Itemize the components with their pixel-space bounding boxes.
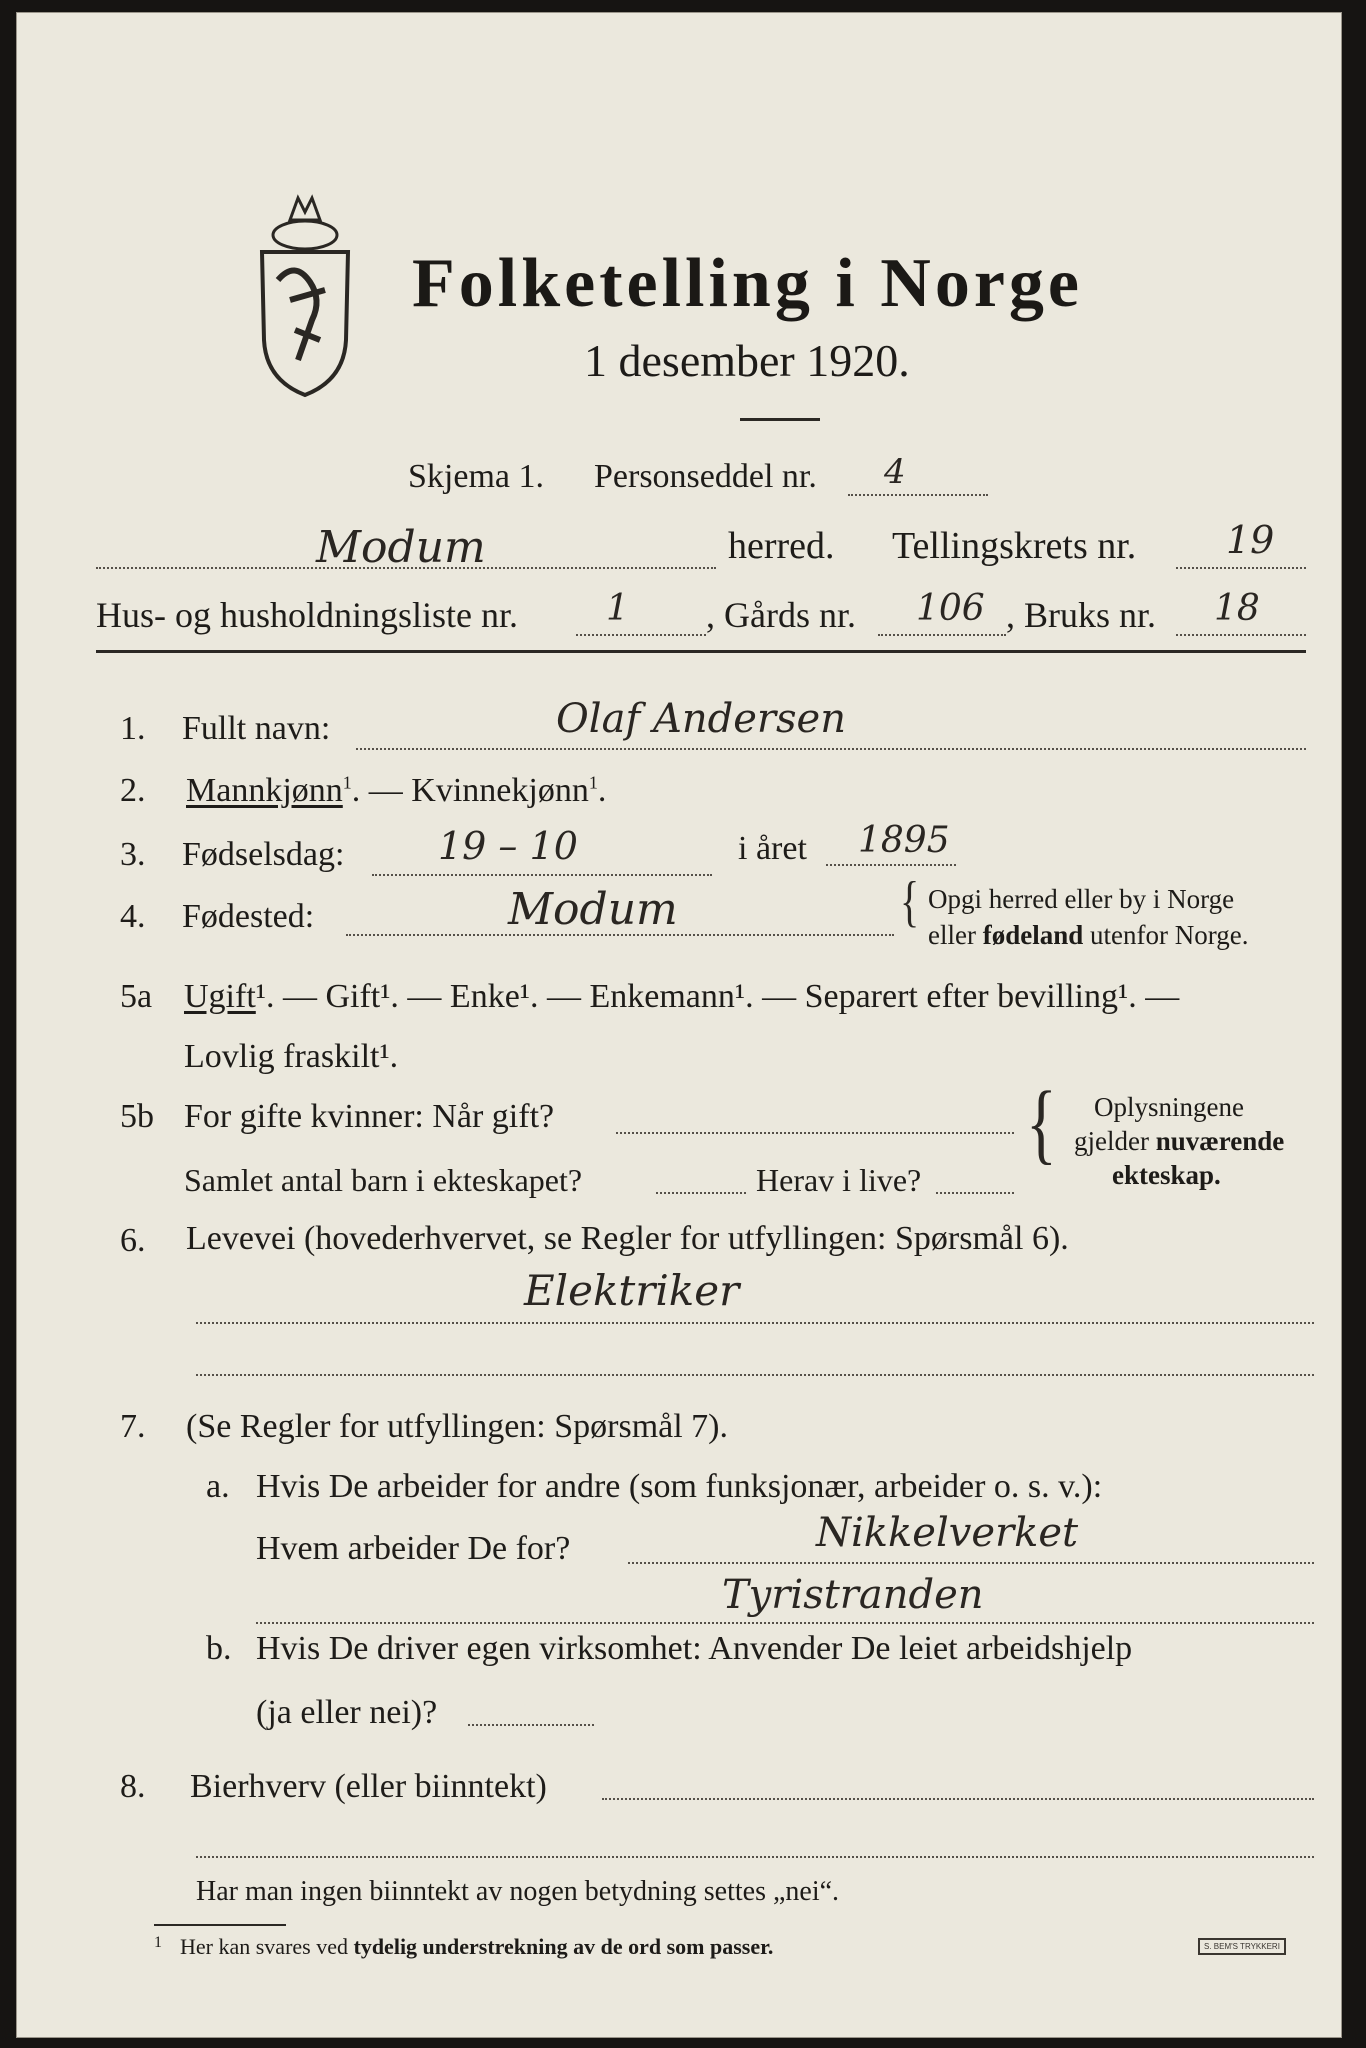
q4-label: Fødested:: [182, 898, 315, 935]
q4-note-line2: eller fødeland utenfor Norge.: [928, 920, 1249, 950]
personseddel-label: Personseddel nr.: [594, 458, 817, 495]
census-date: 1 desember 1920.: [584, 335, 910, 386]
q4-note-brace: {: [900, 869, 920, 933]
lovlig-fraskilt-option[interactable]: Lovlig fraskilt¹.: [184, 1038, 399, 1075]
q4-note-line1: Opgi herred eller by i Norge: [928, 884, 1235, 914]
husholdningsliste-value[interactable]: 1: [606, 588, 629, 629]
side-income-line-2[interactable]: [196, 1856, 1314, 1858]
q7a-text: Hvis De arbeider for andre (som funksjonær, arbeider o. s. v.):: [256, 1468, 1103, 1505]
footnote-mark: 1: [154, 1934, 162, 1951]
q1-label: Fullt navn:: [182, 710, 331, 747]
q1-number: 1.: [120, 710, 146, 747]
title-divider: [740, 418, 820, 421]
marital-status-options: Ugift¹. — Gift¹. — Enke¹. — Enkemann¹. — Separert efter bevilling¹. —: [184, 978, 1180, 1015]
aret-label: i året: [738, 830, 807, 867]
q4-number: 4.: [120, 898, 146, 935]
bruks-value[interactable]: 18: [1214, 588, 1260, 629]
printer-stamp: S. BEM'S TRYKKERI: [1198, 1938, 1286, 1955]
q7b-question: (ja eller nei)?: [256, 1694, 438, 1731]
q7a-question: Hvem arbeider De for?: [256, 1530, 571, 1567]
q2-number: 2.: [120, 772, 146, 809]
alive-field[interactable]: [936, 1192, 1014, 1194]
q6-label: Levevei (hovederhvervet, se Regler for utfyllingen: Spørsmål 6).: [186, 1220, 1069, 1257]
husholdningsliste-label: Hus- og husholdningsliste nr.: [96, 595, 519, 635]
gender-options: Mannkjønn$^1$. — Kvinnekjønn$^1$.: [186, 772, 607, 809]
form-title: Folketelling i Norge: [412, 245, 1084, 322]
employer-value[interactable]: Nikkelverket: [816, 1510, 1079, 1556]
occupation-line-2[interactable]: [196, 1374, 1314, 1376]
q5b-children-label: Samlet antal barn i ekteskapet?: [184, 1162, 583, 1198]
q5b-line1: For gifte kvinner: Når gift?: [184, 1098, 555, 1135]
q5b-note-line2: gjelder nuværende: [1074, 1126, 1285, 1156]
mannkjonn-option[interactable]: Mannkjønn: [186, 772, 343, 809]
q5b-number: 5b: [120, 1098, 154, 1135]
q3-label: Fødselsdag:: [182, 836, 345, 873]
footnote-divider: [154, 1924, 286, 1926]
q5b-alive-label: Herav i live?: [756, 1162, 922, 1198]
q5b-note-line1: Oplysningene: [1094, 1092, 1244, 1122]
bruks-label: , Bruks nr.: [1006, 595, 1157, 635]
tellingskrets-label: Tellingskrets nr.: [892, 525, 1137, 567]
q3-number: 3.: [120, 836, 146, 873]
herred-value[interactable]: Modum: [316, 522, 486, 573]
q7a-letter: a.: [206, 1468, 230, 1505]
q5b-note-brace: {: [1026, 1073, 1057, 1173]
ugift-option[interactable]: Ugift: [184, 978, 256, 1015]
q8-label: Bierhverv (eller biinntekt): [190, 1768, 547, 1805]
q8-number: 8.: [120, 1768, 146, 1805]
birthplace-value[interactable]: Modum: [508, 884, 678, 935]
header-rule: [96, 650, 1306, 653]
employer-place-value[interactable]: Tyristranden: [722, 1572, 984, 1618]
census-form-page: [16, 12, 1342, 2038]
footnote: $^1$ Her kan svares ved tydelig understrekning av de ord som passer.: [154, 1934, 774, 1959]
coat-of-arms-icon: [250, 190, 360, 400]
q6-number: 6.: [120, 1222, 146, 1259]
q5a-number: 5a: [120, 978, 153, 1015]
gards-label: , Gårds nr.: [706, 595, 856, 635]
kvinnekjonn-option[interactable]: Kvinnekjønn: [411, 772, 589, 809]
children-field[interactable]: [656, 1192, 746, 1194]
q7-number: 7.: [120, 1408, 146, 1445]
herred-label: herred.: [728, 525, 835, 567]
q7b-letter: b.: [206, 1630, 232, 1667]
birth-date-value[interactable]: 19 – 10: [438, 824, 578, 868]
hired-help-field[interactable]: [468, 1724, 594, 1726]
tellingskrets-value[interactable]: 19: [1226, 518, 1275, 562]
married-when-field[interactable]: [616, 1132, 1014, 1134]
q5b-note-line3: ekteskap.: [1112, 1160, 1221, 1190]
full-name-value[interactable]: Olaf Andersen: [556, 696, 846, 742]
occupation-value[interactable]: Elektriker: [524, 1266, 740, 1315]
side-income-field[interactable]: [602, 1798, 1314, 1800]
nei-note: Har man ingen biinntekt av nogen betydning settes „nei“.: [196, 1876, 840, 1907]
q7-label: (Se Regler for utfyllingen: Spørsmål 7).: [186, 1408, 729, 1445]
gards-value[interactable]: 106: [916, 588, 985, 629]
q7b-text: Hvis De driver egen virksomhet: Anvender De leiet arbeidshjelp: [256, 1630, 1133, 1667]
personseddel-value[interactable]: 4: [884, 452, 906, 492]
skjema-label: Skjema 1.: [408, 458, 544, 495]
birth-year-value[interactable]: 1895: [858, 820, 950, 861]
